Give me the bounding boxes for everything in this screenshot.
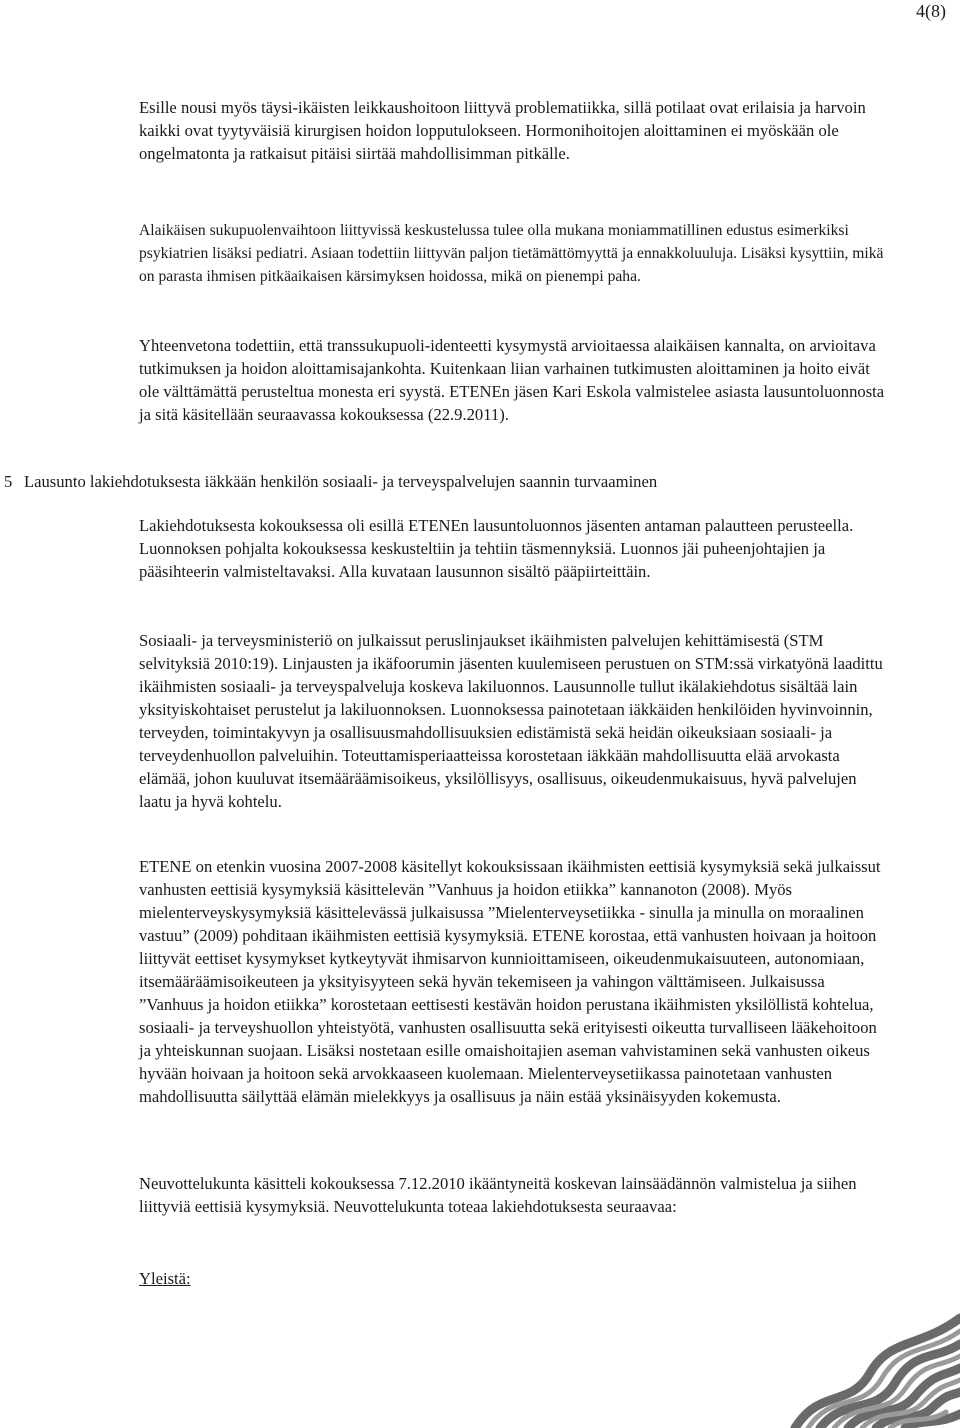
paragraph-minors: Alaikäisen sukupuolenvaihtoon liittyvissä keskustelussa tulee olla mukana moniammatillinen edustus esimerkiksi psykiatrien lisäksi pediatri. Asiaan todettiin liittyvän paljon tietämättömyyttä ja ennakkoluuluja. Lisäksi kysyttiin, mikä on parasta ihmisen pitkäaikaisen kärsimyksen hoidossa, mikä on pienempi paha. (139, 222, 884, 285)
paragraph-summary: Yhteenvetona todettiin, että transsukupuoli-identeetti kysymystä arvioitaessa alaikäisen kannalta, on arvioitava tutkimuksen ja hoidon aloittamisajankohta. Kuitenkaan liian varhainen tutkimusten aloittaminen ja hoito eivät ole välttämättä perusteltua monesta eri syystä. ETENEn jäsen Kari Eskola valmistelee asiasta lausuntoluonnosta ja sitä käsitellään seuraavassa kokouksessa (22.9.2011). (139, 336, 885, 424)
section-heading (4, 470, 934, 493)
paragraph-board: Neuvottelukunta käsitteli kokouksessa 7.12.2010 ikääntyneitä koskevan lainsäädännön valmistelua ja siihen liittyviä eettisiä kysymyksiä. Neuvottelukunta toteaa lakiehdotuksesta seuraavaa: (139, 1174, 857, 1216)
paragraph-surgery: Esille nousi myös täysi-ikäisten leikkaushoitoon liittyvä problematiikka, sillä potilaat ovat erilaisia ja harvoin kaikki ovat tyytyväisiä kirurgisen hoidon lopputulokseen. Hormonihoitojen aloittaminen ei myöskään ole ongelmatonta ja ratkaisut pitäisi siirtää mahdollisimman pitkälle. (139, 98, 866, 163)
paragraph-etene: ETENE on etenkin vuosina 2007-2008 käsitellyt kokouksissaan ikäihmisten eettisiä kysymyksiä sekä julkaissut vanhusten eettisiä kysymyksiä käsittelevän ”Vanhuus ja hoidon etiikka” kannanoton (2008). Myös mielenterveyskysymyksiä käsittelevässä julkaisussa ”Mielenterveysetiikka - sinulla ja minulla on moraalinen vastuu” (2009) pohditaan ikäihmisten eettisiä kysymyksiä. ETENE korostaa, että vanhusten hoivaan ja hoitoon liittyvät eettiset kysymykset kytkeytyvät ihmisarvon kunnioittamiseen, oikeudenmukaisuuteen, autonomiaan, itsemääräämisoikeuteen ja yksityisyyteen sekä hyvän tekemiseen ja vahingon välttämiseen. Julkaisussa ”Vanhuus ja hoidon etiikka” korostetaan eettisesti kestävän hoidon perustana ikäihmisten yksilöllistä kohtelua, sosiaali- ja terveyshuollon yhteistyötä, vanhusten osallisuutta sekä erityisesti oikeutta turvalliseen lääkehoitoon ja yhteiskunnan suojaan. Lisäksi nostetaan esille omaishoitajien aseman vahvistaminen sekä vanhusten oikeus hyvään hoivaan ja hoitoon sekä arvokkaaseen kuolemaan. Mielenterveysetiikassa painotetaan vanhusten mahdollisuutta säilyttää elämän mielekkyys ja osallisuus ja näin estää yksinäisyyden kokemusta. (139, 857, 881, 1106)
paragraph-ministry: Sosiaali- ja terveysministeriö on julkaissut peruslinjaukset ikäihmisten palvelujen kehittämisestä (STM selvityksiä 2010:19). Linjausten ja ikäfoorumin jäsenten kuulemiseen perustuen on STM:ssä virkatyönä laadittu ikäihmisten sosiaali- ja terveyspalveluja koskeva lakiluonnos. Lausunnolle tullut ikälakiehdotus sisältää lain yksityiskohtaiset perustelut ja lakiluonnoksen. Luonnoksessa painotetaan iäkkäiden henkilöiden hyvinvoinnin, terveyden, toimintakyvyn ja osallisuusmahdollisuuksien edistämistä sekä heidän oikeuksiaan sosiaali- ja terveydenhuollon palveluihin. Toteuttamisperiaatteissa korostetaan iäkkään mahdollisuutta elää arvokasta elämää, johon kuuluvat itsemääräämisoikeus, yksilöllisyys, osallisuus, oikeudenmukaisuus, hyvä palvelujen laatu ja hyvä kohtelu. (139, 631, 883, 811)
page-number: 4(8) (916, 1, 946, 21)
subheading-general: Yleistä: (139, 1269, 191, 1288)
section-number: 5 (4, 472, 13, 491)
section-title: Lausunto lakiehdotuksesta iäkkään henkilön sosiaali- ja terveyspalvelujen saannin turvaaminen (24, 472, 658, 491)
paragraph-draft: Lakiehdotuksesta kokouksessa oli esillä ETENEn lausuntoluonnos jäsenten antaman palautteen perusteella. Luonnoksen pohjalta kokouksessa keskusteltiin ja tehtiin täsmennyksiä. Luonnos jäi puheenjohtajien ja pääsihteerin valmisteltavaksi. Alla kuvataan lausunnon sisältö pääpiirteittäin. (139, 516, 854, 581)
wave-pattern-icon (700, 1278, 960, 1428)
